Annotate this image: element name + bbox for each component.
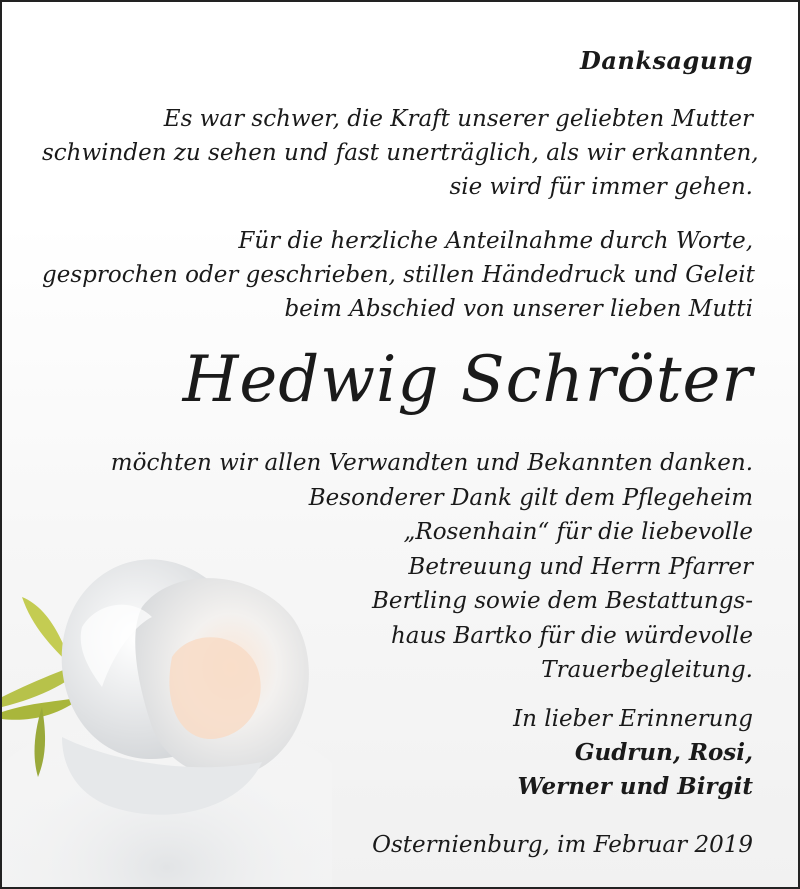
thanks-line: Für die herzliche Anteilnahme durch Worte, [238, 228, 753, 254]
signature-names: Gudrun, Rosi, [574, 739, 753, 766]
closing-line: „Rosenhain“ für die liebevolle [403, 519, 753, 545]
place-date: Osternienburg, im Februar 2019 [372, 832, 753, 858]
closing-line: Bertling sowie dem Bestattungs- [371, 588, 753, 614]
thanks-line: gesprochen oder geschrieben, stillen Händedruck und Geleit [42, 262, 755, 288]
heading-title: Danksagung [580, 46, 753, 75]
thanks-line: beim Abschied von unserer lieben Mutti [284, 296, 753, 322]
signature-block [42, 702, 753, 804]
closing-line: Besonderer Dank gilt dem Pflegeheim [308, 484, 753, 511]
intro-line: Es war schwer, die Kraft unserer geliebten Mutter [163, 106, 753, 132]
closing-line: Betreuung und Herrn Pfarrer [408, 553, 753, 580]
intro-paragraph [42, 102, 759, 204]
thanks-paragraph [42, 224, 753, 326]
signature-names: Werner und Birgit [517, 773, 753, 800]
intro-line: sie wird für immer gehen. [449, 174, 753, 200]
intro-line: schwinden zu sehen und fast unerträglich, als wir erkannten, [42, 140, 759, 166]
closing-line: Trauerbegleitung. [541, 657, 753, 683]
deceased-name: Hedwig Schröter [182, 343, 753, 417]
signature-intro: In lieber Erinnerung [513, 706, 753, 732]
closing-line: haus Bartko für die würdevolle [390, 622, 753, 649]
closing-line: möchten wir allen Verwandten und Bekannten danken. [110, 450, 753, 476]
closing-paragraph [42, 446, 753, 688]
